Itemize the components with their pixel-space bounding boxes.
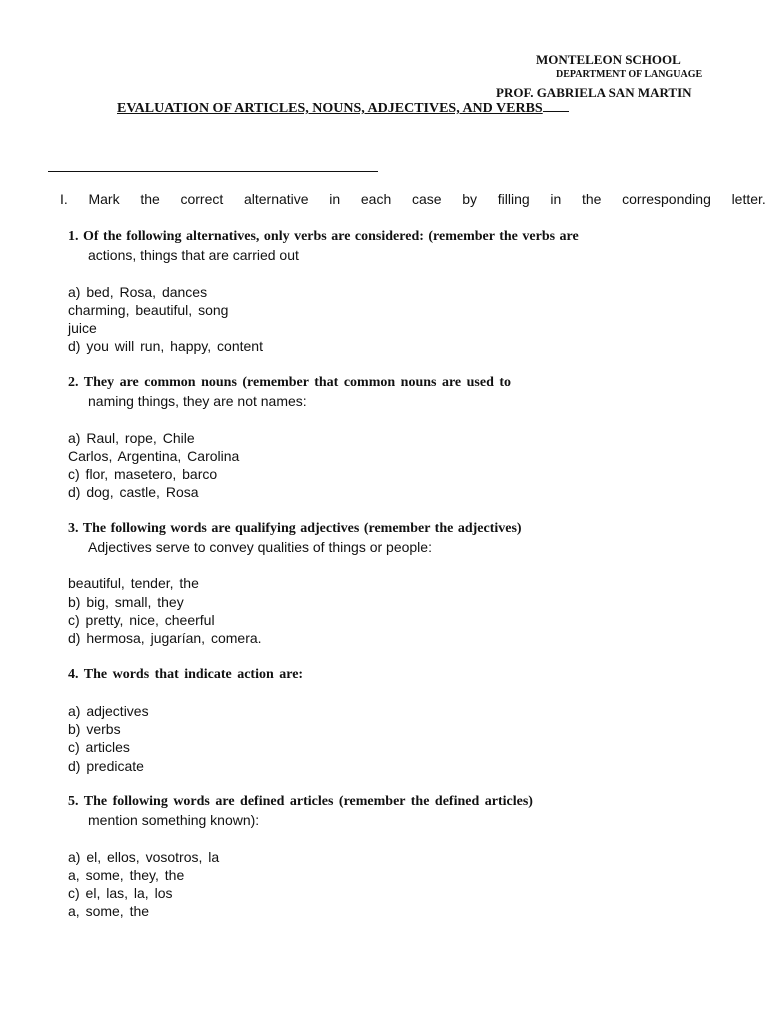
instruction-word: Mark — [88, 191, 120, 207]
question-3-subtext: Adjectives serve to convey qualities of things or people: — [88, 539, 432, 555]
professor-name: PROF. GABRIELA SAN MARTIN — [496, 85, 692, 100]
question-4-heading: 4. The words that indicate action are: — [68, 667, 304, 682]
question-3-heading: 3. The following words are qualifying adjectives (remember the adjectives) — [68, 521, 522, 536]
question-5-option-b[interactable]: a, some, they, the — [68, 867, 185, 883]
department-name: DEPARTMENT OF LANGUAGE — [556, 69, 703, 80]
school-name: MONTELEON SCHOOL — [536, 52, 681, 67]
question-1-subtext: actions, things that are carried out — [88, 247, 299, 263]
student-name-line — [48, 171, 378, 172]
question-3-option-a[interactable]: beautiful, tender, the — [68, 575, 199, 591]
instruction-word: alternative — [243, 191, 309, 207]
title-underline-tail — [543, 110, 569, 112]
question-4-option-d[interactable]: d) predicate — [68, 758, 144, 774]
question-2-option-d[interactable]: d) dog, castle, Rosa — [68, 484, 199, 500]
instruction-word: the — [140, 191, 160, 207]
question-4-option-c[interactable]: c) articles — [68, 739, 130, 755]
instruction-word: the — [581, 191, 602, 207]
question-1-heading: 1. Of the following alternatives, only verbs are considered: (remember the verbs are — [68, 229, 579, 244]
question-2-heading: 2. They are common nouns (remember that common nouns are used to — [68, 375, 512, 390]
instruction-word: corresponding — [622, 191, 711, 207]
question-5-subtext: mention something known): — [88, 812, 260, 828]
question-1-option-d[interactable]: d) you will run, happy, content — [68, 338, 263, 354]
question-3-option-c[interactable]: c) pretty, nice, cheerful — [68, 612, 215, 628]
instruction-word: correct — [180, 191, 224, 207]
instruction-word: by — [462, 191, 478, 207]
question-1-option-c[interactable]: juice — [68, 320, 97, 336]
question-1-option-b[interactable]: charming, beautiful, song — [68, 302, 229, 318]
instruction-word: letter. — [731, 191, 766, 207]
question-5-option-c[interactable]: c) el, las, la, los — [68, 885, 173, 901]
question-2-option-a[interactable]: a) Raul, rope, Chile — [68, 430, 195, 446]
instruction-word: filling — [497, 191, 530, 207]
question-5-option-a[interactable]: a) el, ellos, vosotros, la — [68, 849, 220, 865]
instruction-numeral: I. — [60, 191, 68, 207]
question-5-option-d[interactable]: a, some, the — [68, 903, 150, 919]
question-2-option-b[interactable]: Carlos, Argentina, Carolina — [68, 448, 240, 464]
question-2-subtext: naming things, they are not names: — [88, 393, 307, 409]
question-3-option-d[interactable]: d) hermosa, jugarían, comera. — [68, 630, 262, 646]
question-3-option-b[interactable]: b) big, small, they — [68, 594, 184, 610]
question-1-option-a[interactable]: a) bed, Rosa, dances — [68, 284, 208, 300]
instruction-word: in — [329, 191, 341, 207]
instruction-word: case — [411, 191, 442, 207]
question-2-option-c[interactable]: c) flor, masetero, barco — [68, 466, 218, 482]
instruction-line — [60, 191, 766, 207]
page-title — [117, 101, 569, 117]
question-5-heading: 5. The following words are defined articles (remember the defined articles) — [68, 794, 533, 809]
question-4-option-a[interactable]: a) adjectives — [68, 703, 149, 719]
page-title-text: EVALUATION OF ARTICLES, NOUNS, ADJECTIVES, AND VERBS — [117, 101, 543, 116]
instruction-word: in — [550, 191, 562, 207]
question-4-option-b[interactable]: b) verbs — [68, 721, 121, 737]
instruction-word: each — [360, 191, 392, 207]
